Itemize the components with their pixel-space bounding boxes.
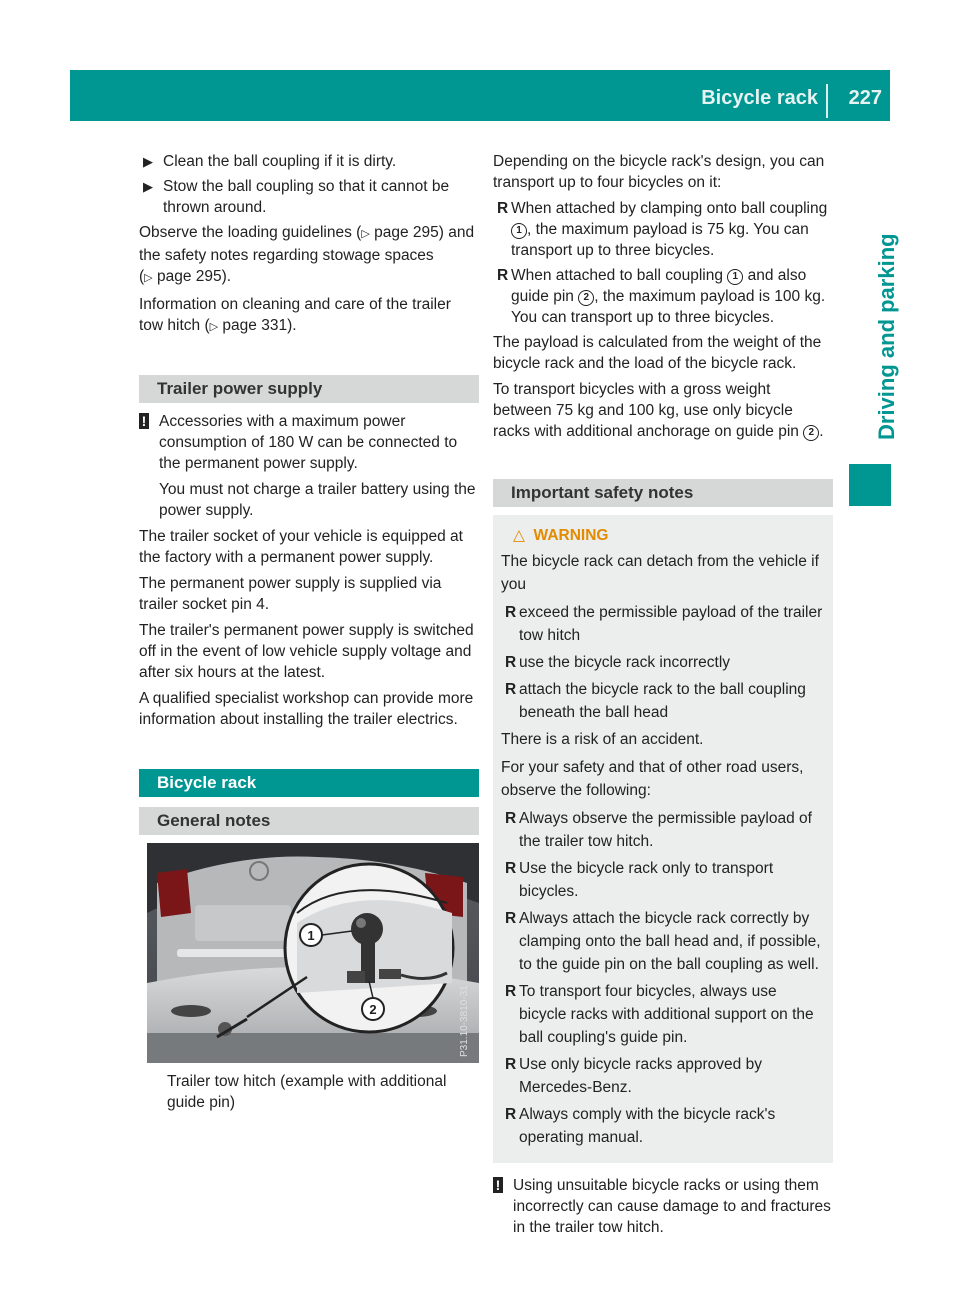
list-item: [501, 1053, 825, 1099]
callout-number: 2: [578, 290, 594, 306]
bullet-icon: R: [505, 654, 517, 671]
note-text: You must not charge a trailer battery using the power supply.: [159, 481, 476, 519]
text: Always observe the permissible payload of the trailer tow hitch.: [519, 810, 812, 850]
text: attach the bicycle rack to the ball coupling beneath the ball head: [519, 681, 806, 721]
loading-guidelines-paragraph: [139, 222, 479, 289]
tow-hitch-figure: [147, 843, 479, 1063]
section-heading: Important safety notes: [493, 479, 833, 507]
text: , the maximum payload is 75 kg. You can transport up to three bicycles.: [511, 221, 809, 259]
list-item: [493, 265, 833, 328]
exclamation-icon: !: [493, 1177, 503, 1193]
paragraph: The payload is calculated from the weight of the bicycle rack and the load of the bicycle rack.: [493, 334, 822, 372]
page-ref-link[interactable]: page 295): [374, 224, 444, 241]
bullet-icon: R: [505, 910, 517, 927]
step-text: Stow the ball coupling so that it cannot be thrown around.: [163, 178, 450, 216]
text: Information on cleaning and care of the trailer tow hitch (: [139, 296, 451, 334]
callout-number: 1: [727, 269, 743, 285]
note-text: Using unsuitable bicycle racks or using them incorrectly can cause damage to and fractures in the trailer tow hitch.: [513, 1177, 831, 1236]
bullet-icon: R: [497, 267, 509, 284]
page-ref-arrow-icon: ▷: [209, 321, 219, 333]
paragraph: The trailer socket of your vehicle is equipped at the factory with a permanent power supply.: [139, 528, 463, 566]
text: , the maximum payload is 100 kg. You can transport up to three bicycles.: [511, 288, 826, 326]
step-arrow-icon: ▶: [143, 154, 153, 169]
bullet-icon: R: [505, 860, 517, 877]
warning-box: [493, 515, 833, 1163]
figure-caption: Trailer tow hitch (example with additional guide pin): [167, 1073, 447, 1111]
step-item: [139, 176, 479, 218]
text: Always comply with the bicycle rack's operating manual.: [519, 1106, 776, 1146]
list-item: [501, 807, 825, 853]
paragraph: The permanent power supply is supplied via trailer socket pin 4.: [139, 575, 442, 613]
list-item: [501, 857, 825, 903]
section-heading: Trailer power supply: [139, 375, 479, 403]
page-ref-link[interactable]: page 331).: [222, 317, 297, 334]
text: To transport bicycles with a gross weight between 75 kg and 100 kg, use only bicycle racks with additional anchorage on guide pin: [493, 381, 799, 440]
note-block: [139, 411, 479, 474]
text: When attached by clamping onto ball coupling: [511, 200, 828, 217]
paragraph: A qualified specialist workshop can provide more information about installing the trailer electrics.: [139, 690, 474, 728]
section-heading: Bicycle rack: [139, 769, 479, 797]
warning-title-text: WARNING: [533, 527, 609, 544]
text: Use only bicycle racks approved by Mercedes-Benz.: [519, 1056, 762, 1096]
text: To transport four bicycles, always use bicycle racks with additional support on the ball coupling's guide pin.: [519, 983, 814, 1046]
paragraph: The trailer's permanent power supply is switched off in the event of low vehicle supply voltage and after six hours at the latest.: [139, 622, 474, 681]
callout-number: 1: [511, 223, 527, 239]
bullet-icon: R: [505, 1056, 517, 1073]
list-item: [501, 907, 825, 976]
text: Use the bicycle rack only to transport bicycles.: [519, 860, 774, 900]
list-item: [501, 651, 825, 674]
step-arrow-icon: ▶: [143, 179, 153, 194]
step-item: [139, 151, 479, 172]
page-ref-arrow-icon: ▷: [144, 272, 153, 284]
left-column: [139, 151, 479, 1113]
figure-callout-1: 1: [307, 928, 315, 943]
text: Always attach the bicycle rack correctly by clamping onto the ball head and, if possible, to the guide pin on the ball coupling as well.: [519, 910, 821, 973]
paragraph: Depending on the bicycle rack's design, you can transport up to four bicycles on it:: [493, 153, 825, 191]
list-item: [501, 1103, 825, 1149]
step-text: Clean the ball coupling if it is dirty.: [163, 153, 397, 170]
header-bar: [70, 70, 890, 121]
figure-code: P31.10-3810-31: [459, 985, 470, 1057]
bullet-icon: R: [505, 810, 517, 827]
page-ref-arrow-icon: ▷: [361, 228, 370, 240]
text: exceed the permissible payload of the trailer tow hitch: [519, 604, 823, 644]
exclamation-icon: !: [139, 413, 149, 429]
side-tab-label: Driving and parking: [874, 233, 899, 440]
text: and also guide pin: [511, 267, 807, 305]
paragraph: [493, 379, 833, 442]
page-ref-link[interactable]: page 295).: [156, 268, 232, 285]
text: .: [819, 423, 824, 440]
cleaning-paragraph: [139, 294, 479, 338]
bullet-icon: R: [505, 983, 517, 1000]
warning-observe: For your safety and that of other road users, observe the following:: [501, 759, 804, 799]
subsection-heading: General notes: [139, 807, 479, 835]
warning-risk: There is a risk of an accident.: [501, 731, 704, 748]
list-item: [501, 980, 825, 1049]
header-separator: [826, 84, 828, 118]
right-column: [493, 151, 833, 1243]
tow-hitch-illustration: [147, 843, 479, 1063]
text: When attached to ball coupling: [511, 267, 723, 284]
bullet-icon: R: [505, 604, 517, 621]
text: use the bicycle rack incorrectly: [519, 654, 731, 671]
bullet-icon: R: [505, 681, 517, 698]
bullet-icon: R: [505, 1106, 517, 1123]
text: Observe the loading guidelines (: [139, 224, 362, 241]
callout-number: 2: [803, 425, 819, 441]
text: and the safety notes regarding stowage spaces (: [139, 224, 475, 285]
list-item: [501, 601, 825, 647]
warning-intro: The bicycle rack can detach from the vehicle if you: [501, 553, 819, 593]
warning-title: [501, 525, 825, 546]
bullet-icon: R: [497, 200, 509, 217]
list-item: [493, 198, 833, 261]
side-tab-marker: [849, 464, 891, 506]
figure-callout-2: 2: [369, 1002, 377, 1017]
page-number: 227: [848, 87, 882, 109]
list-item: [501, 678, 825, 724]
warning-triangle-icon: △: [513, 527, 525, 544]
note-block: [493, 1175, 833, 1238]
header-title: Bicycle rack: [701, 87, 818, 109]
note-text: Accessories with a maximum power consumption of 180 W can be connected to the permanent power supply.: [159, 413, 458, 472]
